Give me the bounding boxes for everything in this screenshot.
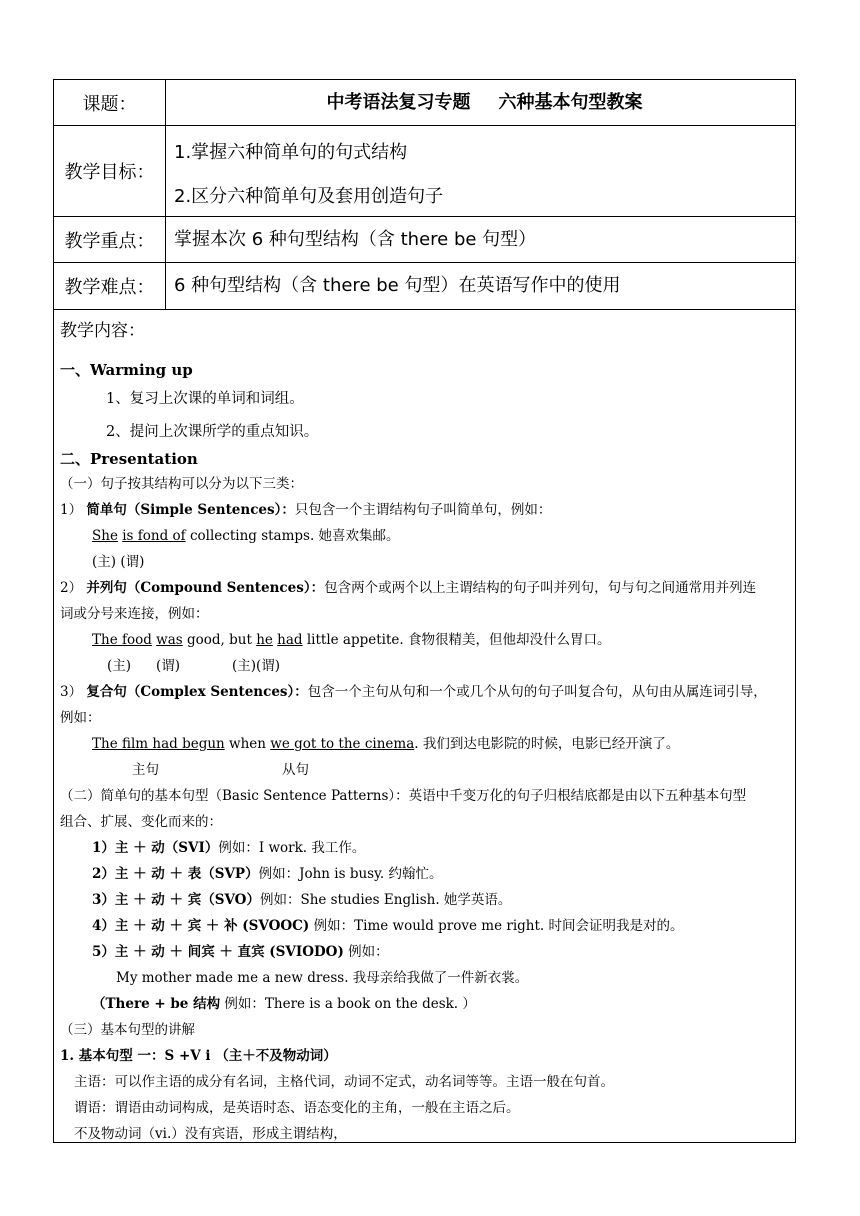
pattern-4-example: 例如：Time would prove me right. 时间会证明我是对的。 bbox=[309, 918, 684, 934]
pattern-2 bbox=[92, 865, 443, 883]
ex3-note-1: 主句 bbox=[132, 762, 159, 778]
ex1-rest: collecting stamps. 她喜欢集邮。 bbox=[185, 528, 400, 544]
pattern-4 bbox=[92, 917, 683, 935]
ex3-conj: when bbox=[224, 736, 271, 752]
pattern-1-example: 例如：I work. 我工作。 bbox=[218, 840, 366, 856]
key-label: 教学重点： bbox=[54, 217, 166, 262]
para-2: （二）简单句的基本句型（Basic Sentence Patterns）：英语中千变万化的句子归根结底都是由以下五种基本句型 bbox=[60, 788, 747, 804]
pattern-5-lead: 例如： bbox=[343, 944, 389, 960]
ex2-rest: little appetite. 食物很精美，但他却没什么胃口。 bbox=[302, 632, 611, 648]
num-1: 1） bbox=[60, 502, 83, 518]
pattern-2-formula: 2）主 ＋ 动 ＋ 表（SVP） bbox=[92, 866, 259, 882]
lesson-plan-table bbox=[53, 79, 796, 1143]
ex2-note-3: (主)(谓) bbox=[232, 658, 281, 674]
key-text: 掌握本次 6 种句型结构（含 there be 句型） bbox=[174, 229, 537, 250]
pattern-3-example: 例如：She studies English. 她学英语。 bbox=[259, 892, 512, 908]
pattern-5-formula: 5）主 ＋ 动 ＋ 间宾 ＋ 直宾 (SVIODO) bbox=[92, 944, 344, 960]
ex1-predicate: is fond of bbox=[122, 528, 186, 544]
difficulty-label: 教学难点： bbox=[54, 263, 166, 309]
compound-sentence-def-2: 词或分号来连接，例如： bbox=[60, 606, 209, 622]
pattern-5 bbox=[92, 943, 389, 961]
goal-2: 2.区分六种简单句及套用创造句子 bbox=[174, 186, 444, 207]
example-3 bbox=[92, 735, 679, 753]
simple-sentence-def: 只包含一个主谓结构句子叫简单句，例如： bbox=[294, 502, 552, 518]
compound-sentence-def: 包含两个或两个以上主谓结构的句子叫并列句，句与句之间通常用并列连 bbox=[324, 580, 757, 596]
pattern-1-formula: 1）主 ＋ 动（SVI） bbox=[92, 840, 219, 856]
pattern-1 bbox=[92, 839, 365, 857]
ex2-note-2: (谓) bbox=[156, 658, 181, 674]
basic-pattern-1-heading: 1. 基本句型 一：S +V i （主＋不及物动词） bbox=[60, 1048, 337, 1064]
pattern-3 bbox=[92, 891, 511, 909]
topic-label: 课题： bbox=[54, 80, 166, 125]
goals-cell bbox=[166, 126, 795, 216]
pattern-3-formula: 3）主 ＋ 动 ＋ 宾（SVO） bbox=[92, 892, 260, 908]
warm-item-2: 2、提问上次课所学的重点知识。 bbox=[106, 424, 319, 440]
ex3-rest: . 我们到达电影院的时候，电影已经开演了。 bbox=[414, 736, 680, 752]
ex1-note: (主) (谓) bbox=[92, 554, 145, 570]
simple-sentence-term: 简单句（Simple Sentences）： bbox=[86, 502, 295, 518]
difficulty-text: 6 种句型结构（含 there be 句型）在英语写作中的使用 bbox=[174, 275, 621, 296]
predicate-explanation: 谓语：谓语由动词构成，是英语时态、语态变化的主角，一般在主语之后。 bbox=[74, 1100, 520, 1116]
ex2-note-1: (主) bbox=[107, 658, 132, 674]
there-be-line bbox=[92, 995, 476, 1013]
ex2-mid: good, but bbox=[182, 632, 257, 648]
simple-sentence-line bbox=[60, 501, 551, 519]
complex-sentence-term: 复合句（Complex Sentences）： bbox=[86, 684, 308, 700]
ex2-predicate-1: was bbox=[156, 632, 183, 648]
ex2-predicate-2: had bbox=[277, 632, 303, 648]
difficulty-row bbox=[54, 263, 795, 310]
title-part-1: 中考语法复习专题 bbox=[326, 92, 471, 113]
ex2-subject-2: he bbox=[256, 632, 273, 648]
compound-sentence-term: 并列句（Compound Sentences）： bbox=[86, 580, 325, 596]
subject-explanation: 主语：可以作主语的成分有名词，主格代词，动词不定式，动名词等等。主语一般在句首。 bbox=[74, 1074, 614, 1090]
num-2: 2） bbox=[60, 580, 83, 596]
ex3-main-clause: The film had begun bbox=[92, 736, 225, 752]
pattern-5-example: My mother made me a new dress. 我母亲给我做了一件新衣裳。 bbox=[116, 970, 529, 986]
goals-row bbox=[54, 126, 795, 217]
warm-item-1: 1、复习上次课的单词和词组。 bbox=[106, 391, 304, 407]
complex-sentence-def: 包含一个主句从句和一个或几个从句的句子叫复合句，从句由从属连词引导， bbox=[307, 684, 767, 700]
para-3: （三）基本句型的讲解 bbox=[60, 1022, 195, 1038]
ex1-subject: She bbox=[92, 528, 118, 544]
complex-sentence-line bbox=[60, 683, 767, 701]
there-be-formula: （There + be 结构 bbox=[92, 996, 221, 1012]
complex-sentence-def-2: 例如： bbox=[60, 710, 101, 726]
ex2-subject-1: The food bbox=[92, 632, 152, 648]
goal-1: 1.掌握六种简单句的句式结构 bbox=[174, 142, 408, 163]
num-3: 3） bbox=[60, 684, 83, 700]
key-row bbox=[54, 217, 795, 263]
ex3-note-2: 从句 bbox=[282, 762, 309, 778]
teaching-content bbox=[54, 310, 795, 1142]
warming-up-heading: 一、Warming up bbox=[60, 361, 193, 379]
pattern-2-example: 例如：John is busy. 约翰忙。 bbox=[258, 866, 443, 882]
goals-label: 教学目标： bbox=[54, 126, 166, 216]
para-2b: 组合、扩展、变化而来的： bbox=[60, 814, 222, 830]
para-1: （一）句子按其结构可以分为以下三类： bbox=[60, 476, 303, 492]
topic-row bbox=[54, 80, 795, 126]
presentation-heading: 二、Presentation bbox=[60, 450, 198, 468]
compound-sentence-line bbox=[60, 579, 756, 597]
example-2 bbox=[92, 631, 611, 649]
ex3-sub-clause: we got to the cinema bbox=[270, 736, 415, 752]
there-be-example: 例如：There is a book on the desk. ） bbox=[220, 996, 476, 1012]
content-heading: 教学内容： bbox=[60, 321, 145, 341]
lesson-title bbox=[166, 80, 795, 125]
intransitive-explanation: 不及物动词（vi.）没有宾语，形成主谓结构， bbox=[74, 1126, 347, 1142]
pattern-4-formula: 4）主 ＋ 动 ＋ 宾 ＋ 补 (SVOOC) bbox=[92, 918, 310, 934]
title-part-2: 六种基本句型教案 bbox=[498, 92, 643, 113]
example-1 bbox=[92, 527, 400, 545]
